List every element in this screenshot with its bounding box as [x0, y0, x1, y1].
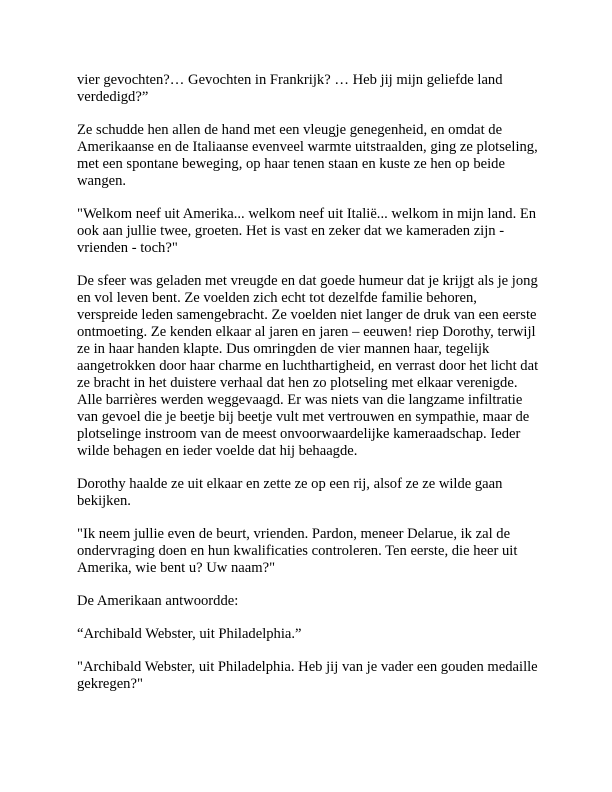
paragraph: "Ik neem jullie even de beurt, vrienden. Pardon, meneer Delarue, ik zal de ondervraging doen en hun kwalificaties controleren. Ten eerste, die heer uit Amerika, wie bent u? Uw naam?"	[77, 526, 518, 576]
paragraph: De Amerikaan antwoordde:	[77, 593, 239, 609]
paragraph: Ze schudde hen allen de hand met een vleugje genegenheid, en omdat de Amerikaanse en de Italiaanse evenveel warmte uitstraalden, ging ze plotseling, met een spontane beweging, op haar tenen staan en kuste ze hen op beide wangen.	[77, 122, 538, 189]
paragraph: “Archibald Webster, uit Philadelphia.”	[77, 626, 302, 642]
page-body	[77, 72, 539, 709]
paragraph: vier gevochten?… Gevochten in Frankrijk? … Heb jij mijn geliefde land verdedigd?”	[77, 72, 503, 105]
paragraph: Dorothy haalde ze uit elkaar en zette ze op een rij, alsof ze ze wilde gaan bekijken.	[77, 476, 503, 509]
paragraph: "Archibald Webster, uit Philadelphia. Heb jij van je vader een gouden medaille gekregen?"	[77, 659, 538, 692]
paragraph: De sfeer was geladen met vreugde en dat goede humeur dat je krijgt als je jong en vol leven bent. Ze voelden zich echt tot dezelfde familie behoren, verspreide leden samengebracht. Ze voelden niet langer de druk van een eerste ontmoeting. Ze kenden elkaar al jaren en jaren – eeuwen! riep Dorothy, terwijl ze in haar handen klapte. Dus omringden de vier mannen haar, tegelijk aangetrokken door haar charme en luchthartigheid, en verrast door het licht dat ze bracht in het duistere verhaal dat hen zo plotseling met elkaar verenigde. Alle barrières werden weggevaagd. Er was niets van die langzame infiltratie van gevoel die je beetje bij beetje vult met vertrouwen en sympathie, maar de plotselinge instroom van de meest onvoorwaardelijke kameraadschap. Ieder wilde behagen en ieder voelde dat hij behaagde.	[77, 273, 539, 459]
paragraph: "Welkom neef uit Amerika... welkom neef uit Italië... welkom in mijn land. En ook aan jullie twee, groeten. Het is vast en zeker dat we kameraden zijn - vrienden - toch?"	[77, 206, 537, 256]
